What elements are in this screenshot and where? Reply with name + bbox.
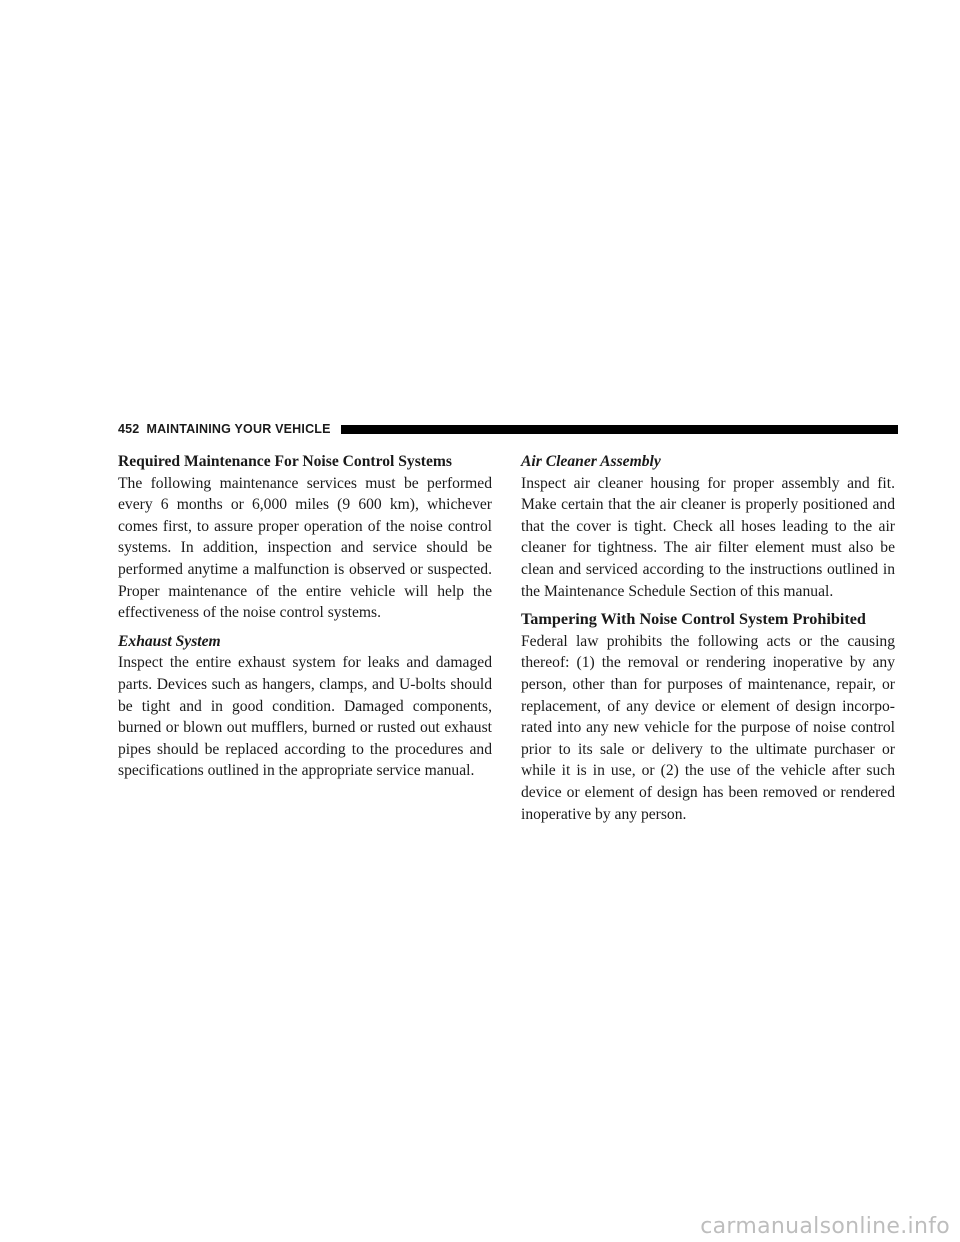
exhaust-system-heading: Exhaust System <box>118 632 221 650</box>
air-cleaner-heading: Air Cleaner Assembly <box>521 453 661 470</box>
watermark: carmanualsonline.info <box>700 1214 950 1239</box>
tampering-paragraph: Federal law prohibits the following acts or the causing thereof: (1) the removal or rendering inoperative by any person, other than for purposes of maintenance, repair, or replacement, of any device or element of design incorporated into any new vehicle for the purpose of noise control prior to its sale or delivery to the ultimate purchaser or while it is in use, or (2) the use of the vehicle after such device or element of design has been removed or rendered inoperative by any person. <box>521 632 895 823</box>
noise-control-heading: Required Maintenance For Noise Control Systems <box>118 453 452 470</box>
noise-control-paragraph: The following maintenance services must be performed every 6 months or 6,000 miles (9 600 km), whichever comes first, to assure proper operation of the noise control systems. In addition, inspection and service should be performed anytime a malfunction is observed or suspected. Proper maintenance of the entire vehicle will help the effectiveness of the noise control systems. <box>118 474 492 622</box>
left-column <box>118 451 492 789</box>
air-cleaner-paragraph: Inspect air cleaner housing for proper assembly and fit. Make certain that the air cleaner is properly positioned and that the cover is tight. Check all hoses leading to the air cleaner for tightness. The air filter element must also be clean and serviced according to the instructions outlined in the Maintenance Schedule Section of this manual. <box>521 474 895 600</box>
section-title: MAINTAINING YOUR VEHICLE <box>146 422 331 436</box>
exhaust-system-paragraph: Inspect the entire exhaust system for leaks and damaged parts. Devices such as hangers, clamps, and U-bolts should be tight and in good condition. Damaged components, burned or blown out mufflers, burned or rusted out exhaust pipes should be replaced according to the procedures and specifications outlined in the appropriate service manual. <box>118 654 492 780</box>
tampering-heading: Tampering With Noise Control System Prohibited <box>521 610 866 629</box>
header-rule <box>341 425 898 434</box>
page-number: 452 <box>118 422 140 436</box>
page-header <box>118 421 898 437</box>
right-column <box>521 451 895 832</box>
